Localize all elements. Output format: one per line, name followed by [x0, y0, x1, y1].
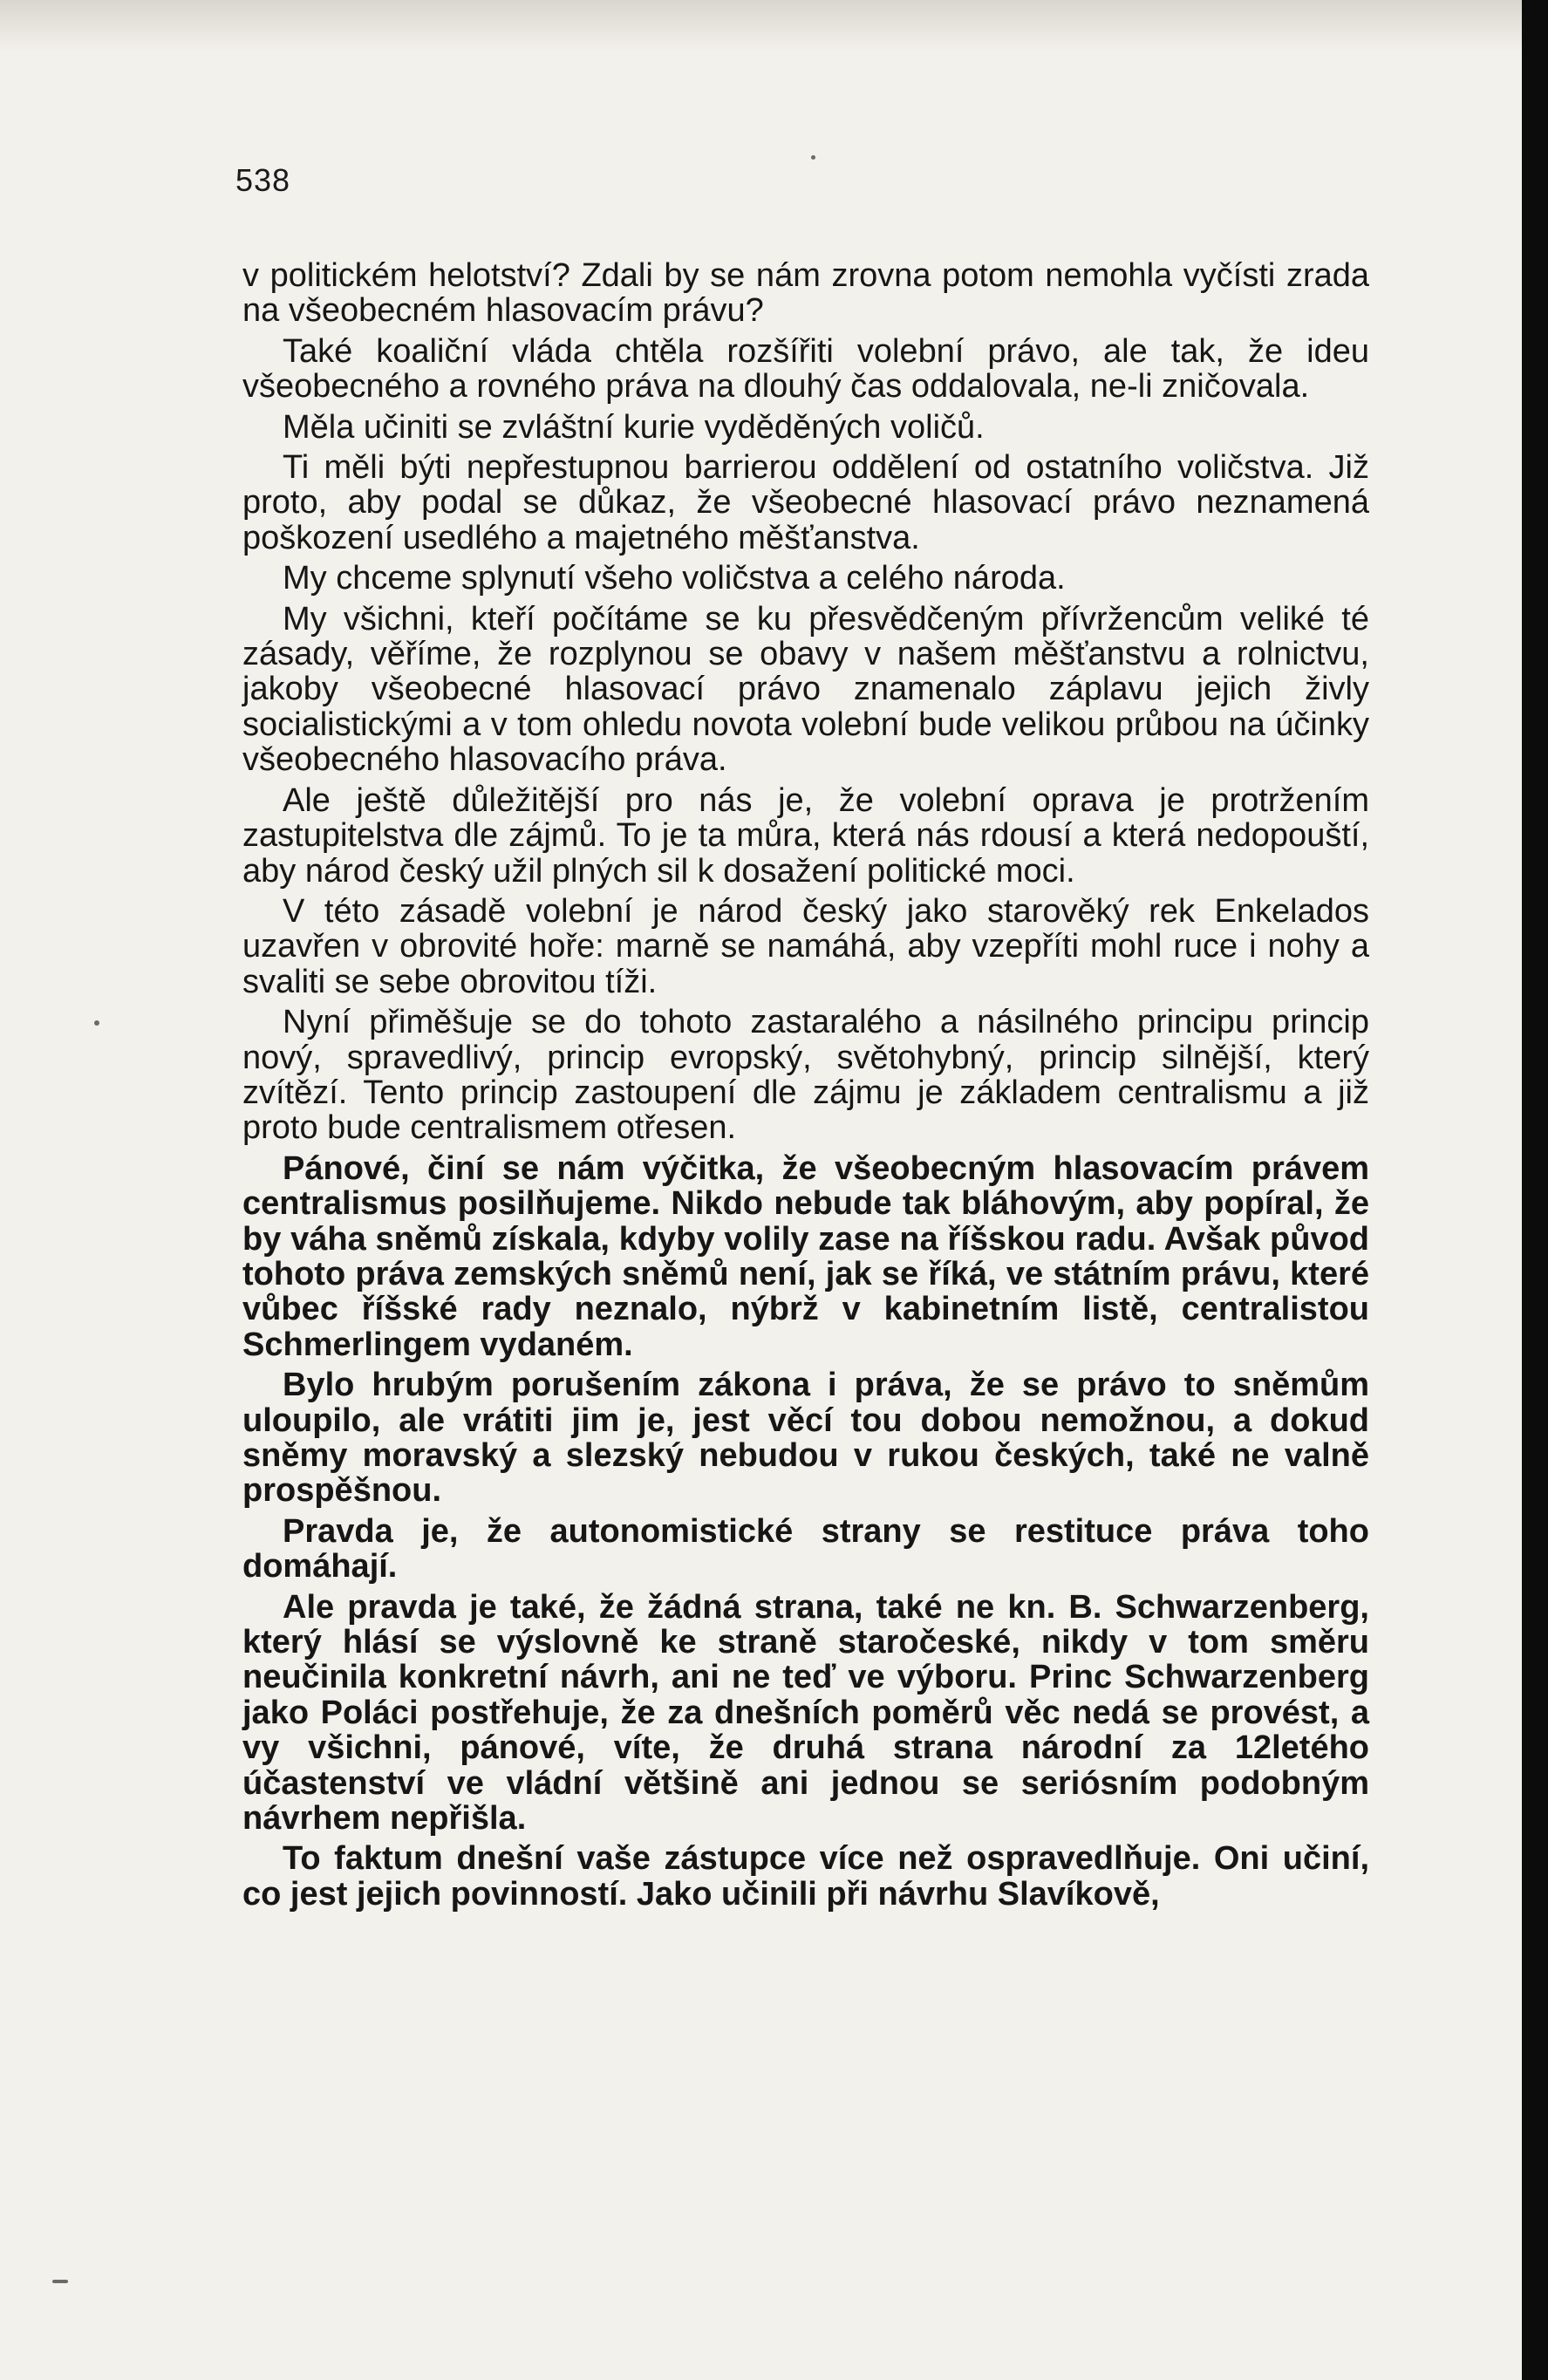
paragraph-6: My všichni, kteří počítáme se ku přesvědčeným přívržencům veliké té zásady, věříme, že rozplynou se obavy v našem měšťanstvu a rolnictvu, jakoby všeobecné hlasovací právo znamenalo záplavu jejich živly socialistickými a v tom ohledu novota volební bude velikou průbou na účinky všeobecného hlasovacího práva.	[242, 600, 1369, 779]
scan-speck	[811, 155, 815, 160]
paragraph-2: Také koaliční vláda chtěla rozšířiti volební právo, ale tak, že ideu všeobecného a rovného práva na dlouhý čas oddalovala, ne-li zničovala.	[242, 332, 1369, 406]
paragraph-3: Měla učiniti se zvláštní kurie vyděděných voličů.	[283, 408, 985, 446]
body-text	[242, 258, 1369, 1917]
scan-top-shadow	[0, 0, 1522, 52]
paragraph-11: Bylo hrubým porušením zákona i práva, že se právo to sněmům uloupilo, ale vrátiti jim je, jest věcí tou dobou nemožnou, a dokud sněmy moravský a slezský nebudou v rukou českých, také ne valně prospěšnou.	[242, 1367, 1369, 1510]
paragraph-7: Ale ještě důležitější pro nás je, že volební oprava je protržením zastupitelstva dle zájmů. To je ta můra, která nás rdousí a která nedopouští, aby národ český užil plných sil k dosažení politické moci.	[242, 781, 1369, 890]
paragraph-5: My chceme splynutí všeho voličstva a celého národa.	[283, 560, 1066, 597]
paragraph-1: v politickém helotství? Zdali by se nám zrovna potom nemohla vyčísti zrada na všeobecném hlasovacím právu?	[242, 257, 1369, 330]
paragraph-12: Pravda je, že autonomistické strany se restituce práva toho domáhají.	[242, 1512, 1369, 1586]
scan-speck	[94, 1020, 99, 1026]
scan-dark-edge	[1522, 0, 1548, 2380]
scan-speck	[52, 2280, 68, 2283]
paragraph-9: Nyní přiměšuje se do tohoto zastaralého a násilného principu princip nový, spravedlivý, princip evropský, světohybný, princip silnější, který zvítězí. Tento princip zastoupení dle zájmu je základem centralismu a již proto bude centralismem otřesen.	[242, 1004, 1369, 1147]
paragraph-13: Ale pravda je také, že žádná strana, také ne kn. B. Schwarzenberg, který hlásí se výslovně ke straně staročeské, nikdy v tom směru neučinila konkretní návrh, ani ne teď ve výboru. Princ Schwarzenberg jako Poláci postřehuje, že za dnešních poměrů věc nedá se provést, a vy všichni, pánové, víte, že druhá strana národní za 12letého účastenství ve vládní většině ani jednou se seriósním podobným návrhem nepřišla.	[242, 1588, 1369, 1838]
paragraph-10: Pánové, činí se nám výčitka, že všeobecným hlasovacím právem centralismus posilňujeme. Nikdo nebude tak bláhovým, aby popíral, že by váha sněmů získala, kdyby volily zase na říšskou radu. Avšak původ tohoto práva zemských sněmů není, jak se říká, ve státním právu, které vůbec říšské rady neznalo, nýbrž v kabinetním listě, centralistou Schmerlingem vydaném.	[242, 1149, 1369, 1363]
paragraph-14: To faktum dnešní vaše zástupce více než ospravedlňuje. Oni učiní, co jest jejich povinností. Jako učinili při návrhu Slavíkově,	[242, 1840, 1369, 1913]
paragraph-4: Ti měli býti nepřestupnou barrierou oddělení od ostatního voličstva. Již proto, aby podal se důkaz, že všeobecné hlasovací právo neznamená poškození usedlého a majetného měšťanstva.	[242, 449, 1369, 556]
page-number: 538	[235, 162, 291, 198]
paragraph-8: V této zásadě volební je národ český jako starověký rek Enkelados uzavřen v obrovité hoře: marně se namáhá, aby vzepříti mohl ruce i nohy a svaliti se sebe obrovitou tíži.	[242, 892, 1369, 1000]
